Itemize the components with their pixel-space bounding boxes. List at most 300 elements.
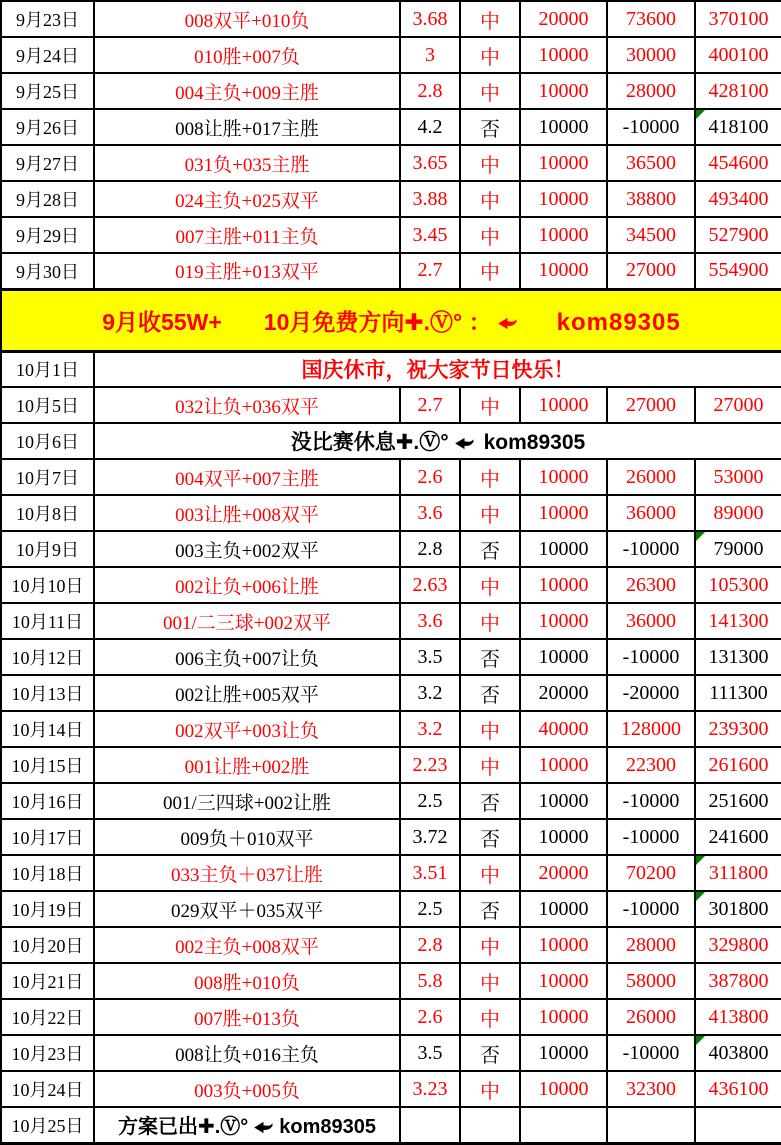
odds-cell-text: 5.8 (417, 969, 443, 992)
pick-cell-text: 031负+035主胜 (184, 154, 310, 176)
pick-cell-text: 002双平+003让负 (175, 720, 319, 742)
date-cell-text: 10月19日 (11, 900, 84, 920)
odds-cell-text: 2.8 (417, 79, 443, 102)
date-cell (1, 927, 94, 963)
curved-left-arrow-icon (454, 437, 475, 450)
profit-cell (607, 603, 695, 639)
pick-cell (94, 819, 400, 855)
pick-cell-text: 001/三四球+002让胜 (163, 792, 331, 814)
pick-cell (94, 675, 400, 711)
stake-cell-text: 10000 (538, 825, 589, 848)
date-cell-text: 10月12日 (11, 648, 84, 668)
date-cell (1, 1035, 94, 1071)
profit-cell (607, 963, 695, 999)
profit-cell-text: 128000 (621, 717, 681, 740)
odds-cell (400, 253, 460, 289)
date-cell-text: 10月7日 (16, 468, 79, 488)
profit-cell-text: -10000 (622, 537, 680, 560)
odds-cell-text: 3.45 (412, 223, 448, 246)
profit-cell-text: 32300 (626, 1077, 676, 1100)
date-cell (1, 567, 94, 603)
table-row (1, 1035, 781, 1071)
date-cell-text: 10月22日 (11, 1008, 84, 1028)
stake-cell-text: 20000 (538, 861, 589, 884)
date-cell-text: 10月25日 (11, 1115, 84, 1136)
total-cell-text: 370100 (708, 7, 769, 30)
profit-cell (607, 73, 695, 109)
pick-cell-text: 008让胜+017主胜 (175, 118, 319, 140)
odds-cell (400, 387, 460, 423)
result-cell-text: 中 (480, 612, 500, 635)
date-cell (1, 711, 94, 747)
date-cell-text: 10月16日 (11, 792, 84, 812)
odds-cell (400, 675, 460, 711)
odds-cell (400, 531, 460, 567)
result-cell-text: 否 (480, 684, 500, 707)
result-cell-text: 中 (480, 190, 500, 213)
pick-cell-text: 008让负+016主负 (175, 1044, 319, 1066)
total-cell (695, 711, 781, 747)
odds-cell (400, 927, 460, 963)
pick-cell-text: 001让胜+002胜 (184, 756, 310, 778)
date-cell-text: 10月6日 (16, 432, 79, 452)
stake-cell-text: 10000 (538, 933, 589, 956)
total-cell (695, 567, 781, 603)
odds-cell-text: 3.6 (417, 609, 443, 632)
total-cell-text: 251600 (708, 789, 769, 812)
stake-cell (520, 603, 607, 639)
date-cell (1, 253, 94, 289)
plan-row (1, 1107, 781, 1143)
table-row (1, 253, 781, 289)
stake-cell (520, 711, 607, 747)
odds-cell (400, 181, 460, 217)
total-cell-text: 111300 (709, 681, 768, 704)
odds-cell-text: 3.2 (417, 717, 443, 740)
profit-cell (607, 891, 695, 927)
odds-cell (400, 37, 460, 73)
table-body (1, 1, 781, 1143)
odds-cell-text: 3.23 (412, 1077, 448, 1100)
table-row (1, 891, 781, 927)
table-row (1, 927, 781, 963)
odds-cell-text: 4.2 (417, 115, 443, 138)
stake-cell-text: 10000 (538, 897, 589, 920)
total-cell-text: 403800 (708, 1041, 769, 1064)
result-cell-text: 否 (480, 828, 500, 851)
total-cell-text: 400100 (708, 43, 769, 66)
odds-cell-text: 2.23 (412, 753, 448, 776)
pick-cell (94, 495, 400, 531)
pick-cell-text: 033主负＋037让胜 (170, 864, 323, 886)
result-cell (460, 459, 520, 495)
total-cell (695, 603, 781, 639)
profit-cell (607, 181, 695, 217)
stake-cell (520, 387, 607, 423)
total-cell-text: 311800 (708, 861, 769, 884)
stake-cell (520, 37, 607, 73)
result-cell-text: 中 (480, 756, 500, 779)
date-cell-text: 10月21日 (11, 972, 84, 992)
result-cell-text: 否 (480, 900, 500, 923)
profit-cell-text: 38800 (626, 187, 676, 210)
date-cell (1, 603, 94, 639)
profit-cell (607, 855, 695, 891)
total-cell-text: 554900 (708, 259, 769, 282)
odds-cell (400, 855, 460, 891)
date-cell-text: 10月5日 (16, 396, 79, 416)
profit-cell (607, 37, 695, 73)
date-cell (1, 423, 94, 459)
stake-cell-text: 10000 (538, 259, 589, 282)
profit-cell (607, 819, 695, 855)
result-cell-text: 中 (480, 1080, 500, 1103)
pick-cell (94, 253, 400, 289)
table-row (1, 603, 781, 639)
notice-text: 没比赛休息✚.Ⓥ° (290, 431, 449, 454)
total-cell (695, 675, 781, 711)
result-cell (460, 109, 520, 145)
pick-cell (94, 891, 400, 927)
profit-cell-text: 28000 (626, 933, 676, 956)
odds-cell (400, 109, 460, 145)
pick-cell (94, 963, 400, 999)
table-row (1, 999, 781, 1035)
stake-cell (520, 181, 607, 217)
date-cell (1, 37, 94, 73)
result-cell-text: 中 (480, 82, 500, 105)
stake-cell-text: 10000 (538, 43, 589, 66)
pick-cell (94, 711, 400, 747)
result-cell (460, 999, 520, 1035)
table-row (1, 37, 781, 73)
pick-cell-text: 007胜+013负 (194, 1008, 300, 1030)
table-row (1, 711, 781, 747)
result-cell-text: 否 (480, 540, 500, 563)
result-cell (460, 1, 520, 37)
total-cell-text: 27000 (713, 393, 764, 416)
banner-promo-text: 10月免费方向✚.Ⓥ° ： (263, 308, 492, 335)
result-cell-text: 中 (480, 154, 500, 177)
result-cell-text: 中 (480, 864, 500, 887)
stake-cell (520, 675, 607, 711)
pick-cell-text: 001/二三球+002双平 (163, 612, 331, 634)
pick-cell (94, 109, 400, 145)
profit-cell-text: -10000 (622, 897, 680, 920)
pick-cell-text: 004主负+009主胜 (175, 82, 319, 104)
odds-cell (400, 217, 460, 253)
pick-cell-text: 003让胜+008双平 (175, 504, 319, 526)
result-cell-text: 中 (480, 396, 500, 419)
profit-cell-text: 26000 (626, 1005, 676, 1028)
table-row (1, 495, 781, 531)
profit-cell-text: 22300 (626, 753, 676, 776)
plan-text: 方案已出✚.Ⓥ° (117, 1116, 249, 1139)
pick-cell (94, 217, 400, 253)
date-cell (1, 1071, 94, 1107)
table-row (1, 747, 781, 783)
result-cell-text: 中 (480, 46, 500, 69)
odds-cell-text: 2.7 (417, 259, 443, 282)
result-cell (460, 711, 520, 747)
profit-cell-text: -10000 (622, 645, 680, 668)
total-cell-text: 428100 (708, 79, 769, 102)
table-row (1, 1071, 781, 1107)
date-cell-text: 10月14日 (11, 720, 84, 740)
odds-cell-text: 2.5 (417, 789, 443, 812)
profit-cell (607, 459, 695, 495)
profit-cell (607, 999, 695, 1035)
result-cell-text: 中 (480, 504, 500, 527)
pick-cell (94, 37, 400, 73)
stake-cell-text: 10000 (538, 573, 589, 596)
table-row (1, 387, 781, 423)
odds-cell (400, 1035, 460, 1071)
odds-cell (400, 459, 460, 495)
date-cell-text: 9月27日 (16, 154, 79, 174)
total-cell-text: 329800 (708, 933, 769, 956)
date-cell-text: 10月23日 (11, 1044, 84, 1064)
stake-cell-text: 10000 (538, 187, 589, 210)
total-cell (695, 531, 781, 567)
total-cell (695, 217, 781, 253)
result-cell (460, 747, 520, 783)
profit-cell (607, 1071, 695, 1107)
total-cell-text: 527900 (708, 223, 769, 246)
stake-cell (520, 495, 607, 531)
pick-cell-text: 004双平+007主胜 (175, 468, 319, 490)
result-cell (460, 855, 520, 891)
table-row (1, 639, 781, 675)
plan-contact-id: kom89305 (279, 1116, 377, 1139)
stake-cell (520, 927, 607, 963)
odds-cell-text: 3.65 (412, 151, 448, 174)
odds-cell-text: 2.63 (412, 573, 448, 596)
total-cell (695, 927, 781, 963)
promo-banner-row (1, 289, 781, 351)
plan-cell (94, 1107, 400, 1143)
total-cell (695, 181, 781, 217)
stake-cell (520, 891, 607, 927)
date-cell (1, 495, 94, 531)
result-cell-text: 中 (480, 10, 500, 33)
stake-cell-text: 10000 (538, 645, 589, 668)
pick-cell (94, 145, 400, 181)
stake-cell (520, 145, 607, 181)
stake-cell (520, 217, 607, 253)
date-cell-text: 10月17日 (11, 828, 84, 848)
date-cell (1, 999, 94, 1035)
profit-cell (607, 531, 695, 567)
date-cell (1, 217, 94, 253)
stake-cell (520, 531, 607, 567)
curved-left-arrow-icon (497, 317, 518, 330)
pick-cell (94, 73, 400, 109)
total-cell-text: 89000 (713, 501, 764, 524)
profit-cell-text: 26300 (626, 573, 676, 596)
pick-cell-text: 008双平+010负 (184, 10, 310, 32)
stake-cell-text: 10000 (538, 1005, 589, 1028)
result-cell (460, 963, 520, 999)
profit-cell (607, 387, 695, 423)
date-cell (1, 891, 94, 927)
odds-cell-text: 3 (425, 43, 435, 66)
date-cell-text: 9月28日 (16, 190, 79, 210)
pick-cell (94, 999, 400, 1035)
pick-cell-text: 002让胜+005双平 (175, 684, 319, 706)
notice-contact-id: kom89305 (483, 431, 586, 454)
result-cell (460, 73, 520, 109)
date-cell-text: 10月18日 (11, 864, 84, 884)
odds-cell (400, 999, 460, 1035)
stake-cell (520, 963, 607, 999)
banner-month-summary: 9月收55W+ (102, 308, 222, 335)
odds-cell (400, 891, 460, 927)
cell-flag-triangle-icon (696, 856, 705, 865)
stake-cell (520, 253, 607, 289)
result-cell (460, 1071, 520, 1107)
result-cell (460, 1107, 520, 1143)
result-cell (460, 37, 520, 73)
notice-text: 国庆休市，祝大家节日快乐！ (301, 359, 575, 383)
profit-cell (607, 109, 695, 145)
result-cell (460, 675, 520, 711)
pick-cell (94, 783, 400, 819)
pick-cell (94, 387, 400, 423)
odds-cell-text: 2.6 (417, 465, 443, 488)
odds-cell-text: 2.6 (417, 1005, 443, 1028)
total-cell (695, 1071, 781, 1107)
odds-cell-text: 3.6 (417, 501, 443, 524)
stake-cell-text: 10000 (538, 393, 589, 416)
table-row (1, 73, 781, 109)
stake-cell-text: 10000 (538, 223, 589, 246)
stake-cell-text: 10000 (538, 537, 589, 560)
result-cell (460, 145, 520, 181)
table-row (1, 181, 781, 217)
odds-cell-text: 2.5 (417, 897, 443, 920)
cell-flag-triangle-icon (696, 1036, 705, 1045)
date-cell-text: 9月26日 (16, 118, 79, 138)
total-cell (695, 459, 781, 495)
profit-cell (607, 927, 695, 963)
stake-cell-text: 20000 (538, 7, 589, 30)
pick-cell-text: 006主负+007让负 (175, 648, 319, 670)
pick-cell-text: 010胜+007负 (194, 46, 300, 68)
odds-cell (400, 783, 460, 819)
pick-cell (94, 459, 400, 495)
total-cell (695, 109, 781, 145)
stake-cell-text: 10000 (538, 151, 589, 174)
total-cell-text: 131300 (708, 645, 769, 668)
profit-cell (607, 1035, 695, 1071)
notice-cell (94, 351, 781, 387)
result-cell-text: 中 (480, 936, 500, 959)
promo-banner-cell (1, 289, 781, 351)
profit-cell (607, 747, 695, 783)
odds-cell (400, 1071, 460, 1107)
date-cell-text: 10月24日 (11, 1080, 84, 1100)
total-cell (695, 1, 781, 37)
odds-cell-text: 3.68 (412, 7, 448, 30)
curved-left-arrow-icon (253, 1121, 274, 1134)
pick-cell-text: 009负＋010双平 (180, 828, 314, 850)
profit-cell (607, 253, 695, 289)
result-cell-text: 否 (480, 1044, 500, 1067)
result-cell-text: 中 (480, 262, 500, 285)
odds-cell-text: 3.51 (412, 861, 448, 884)
result-cell-text: 中 (480, 1008, 500, 1031)
table-row (1, 109, 781, 145)
stake-cell (520, 747, 607, 783)
stake-cell (520, 639, 607, 675)
pick-cell-text: 007主胜+011主负 (175, 226, 319, 248)
total-cell-text: 239300 (708, 717, 769, 740)
profit-cell-text: 26000 (626, 465, 676, 488)
pick-cell (94, 181, 400, 217)
date-cell (1, 819, 94, 855)
date-cell-text: 9月24日 (16, 46, 79, 66)
date-cell (1, 855, 94, 891)
result-cell (460, 603, 520, 639)
notice-cell (94, 423, 781, 459)
odds-cell-text: 3.5 (417, 1041, 443, 1064)
profit-cell-text: -10000 (622, 825, 680, 848)
date-cell-text: 10月10日 (11, 576, 84, 596)
date-cell-text: 9月23日 (16, 10, 79, 30)
odds-cell-text: 3.88 (412, 187, 448, 210)
total-cell (695, 999, 781, 1035)
profit-cell (607, 217, 695, 253)
stake-cell-text: 10000 (538, 79, 589, 102)
total-cell (695, 891, 781, 927)
stake-cell-text: 40000 (538, 717, 589, 740)
table-row (1, 963, 781, 999)
stake-cell-text: 10000 (538, 501, 589, 524)
date-cell-text: 9月30日 (16, 261, 79, 282)
stake-cell-text: 10000 (538, 465, 589, 488)
profit-cell-text: -10000 (622, 115, 680, 138)
table-row (1, 217, 781, 253)
profit-cell-text: 36500 (626, 151, 676, 174)
profit-cell (607, 145, 695, 181)
pick-cell (94, 1035, 400, 1071)
cell-flag-triangle-icon (696, 532, 705, 541)
profit-cell-text: -20000 (622, 681, 680, 704)
table-row (1, 783, 781, 819)
profit-cell (607, 711, 695, 747)
total-cell (695, 747, 781, 783)
stake-cell-text: 10000 (538, 115, 589, 138)
date-cell-text: 10月9日 (16, 540, 79, 560)
date-cell (1, 963, 94, 999)
result-cell-text: 否 (480, 118, 500, 141)
odds-cell (400, 963, 460, 999)
total-cell (695, 855, 781, 891)
total-cell-text: 387800 (708, 969, 769, 992)
total-cell-text: 53000 (713, 465, 764, 488)
date-cell (1, 181, 94, 217)
result-cell (460, 927, 520, 963)
odds-cell-text: 3.72 (412, 825, 448, 848)
odds-cell (400, 73, 460, 109)
pick-cell-text: 002主负+008双平 (175, 936, 319, 958)
date-cell-text: 10月15日 (11, 756, 84, 776)
date-cell (1, 387, 94, 423)
profit-cell-text: 73600 (626, 7, 676, 30)
pick-cell-text: 008胜+010负 (194, 972, 300, 994)
profit-cell-text: 34500 (626, 223, 676, 246)
